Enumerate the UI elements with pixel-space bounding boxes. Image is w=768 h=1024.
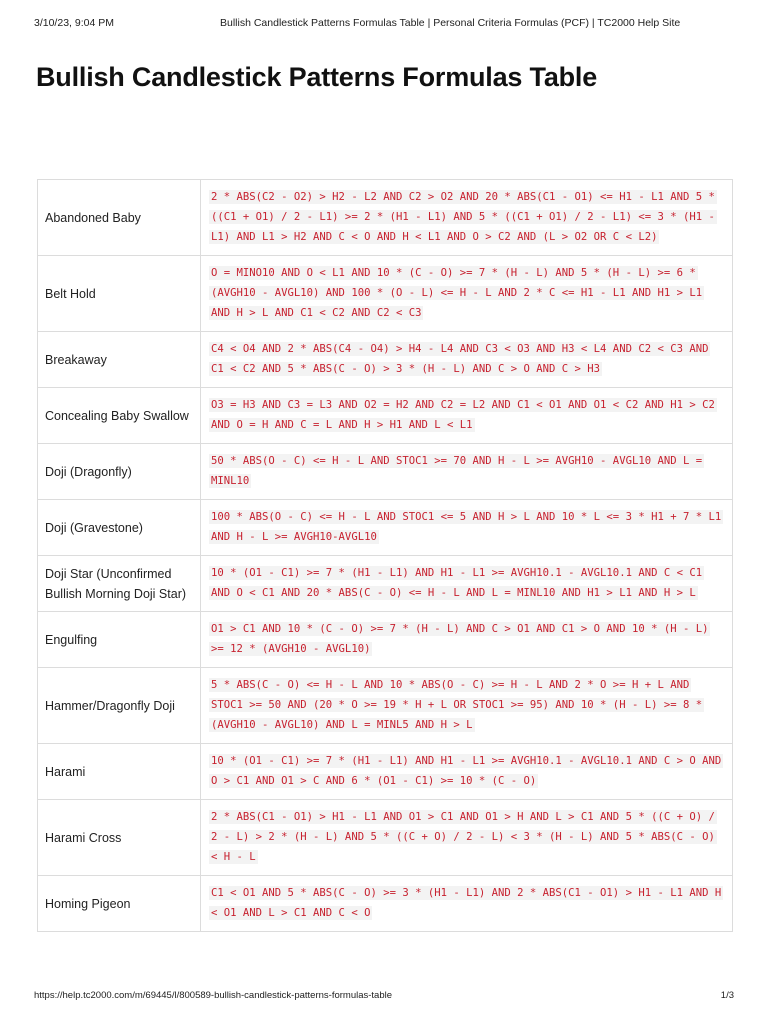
page-number: 1/3	[720, 990, 734, 1001]
pattern-name: Doji (Gravestone)	[38, 500, 201, 556]
table-row	[38, 744, 733, 800]
pattern-formula-cell	[201, 876, 733, 932]
pattern-name: Breakaway	[38, 332, 201, 388]
table-row	[38, 388, 733, 444]
table-row	[38, 500, 733, 556]
print-date: 3/10/23, 9:04 PM	[34, 17, 114, 29]
print-page-title: Bullish Candlestick Patterns Formulas Table | Personal Criteria Formulas (PCF) | TC2000 Help Site	[220, 17, 681, 29]
pattern-formula-cell	[201, 612, 733, 668]
pattern-formula: C4 < O4 AND 2 * ABS(C4 - O4) > H4 - L4 AND C3 < O3 AND H3 < L4 AND C2 < C3 AND C1 < C2 AND 5 * ABS(C - O) > 3 * (H - L) AND C > O AND C > H3	[211, 343, 709, 375]
pattern-formula-cell	[201, 332, 733, 388]
table-row	[38, 444, 733, 500]
formulas-table	[37, 179, 733, 932]
table-row	[38, 556, 733, 612]
pattern-formula: 10 * (O1 - C1) >= 7 * (H1 - L1) AND H1 - L1 >= AVGH10.1 - AVGL10.1 AND C > O AND O > C1 AND O1 > C AND 6 * (O1 - C1) >= 10 * (C - O)	[211, 755, 722, 787]
pattern-formula-cell	[201, 556, 733, 612]
pattern-name: Homing Pigeon	[38, 876, 201, 932]
table-row	[38, 612, 733, 668]
table-row	[38, 800, 733, 876]
pattern-formula: 10 * (O1 - C1) >= 7 * (H1 - L1) AND H1 - L1 >= AVGH10.1 - AVGL10.1 AND C < C1 AND O < C1 AND 20 * ABS(C - O) <= H - L AND L = MINL10 AND H1 > L1 AND H > L	[211, 567, 703, 599]
pattern-name: Harami Cross	[38, 800, 201, 876]
table-row	[38, 332, 733, 388]
pattern-formula-cell	[201, 500, 733, 556]
pattern-name: Concealing Baby Swallow	[38, 388, 201, 444]
table-row	[38, 876, 733, 932]
pattern-formula-cell	[201, 800, 733, 876]
pattern-formula: C1 < O1 AND 5 * ABS(C - O) >= 3 * (H1 - L1) AND 2 * ABS(C1 - O1) > H1 - L1 AND H < O1 AND L > C1 AND C < O	[211, 887, 722, 919]
pattern-formula: 2 * ABS(C2 - O2) > H2 - L2 AND C2 > O2 AND 20 * ABS(C1 - O1) <= H1 - L1 AND 5 * ((C1 + O1) / 2 - L1) >= 2 * (H1 - L1) AND 5 * ((C1 + O1) / 2 - L1) <= 3 * (H1 - L1) AND L1 > H2 AND C < O AND H < L1 AND O > C2 AND (L > O2 OR C < L2)	[211, 191, 715, 243]
pattern-formula-cell	[201, 444, 733, 500]
print-header	[34, 17, 734, 31]
formulas-table-body	[38, 180, 733, 932]
pattern-formula: O3 = H3 AND C3 = L3 AND O2 = H2 AND C2 = L2 AND C1 < O1 AND O1 < C2 AND H1 > C2 AND O = H AND C = L AND H > H1 AND L < L1	[211, 399, 715, 431]
pattern-name: Belt Hold	[38, 256, 201, 332]
table-row	[38, 180, 733, 256]
print-footer	[34, 990, 734, 1004]
pattern-name: Doji Star (Unconfirmed Bullish Morning Doji Star)	[38, 556, 201, 612]
pattern-name: Engulfing	[38, 612, 201, 668]
page-title: Bullish Candlestick Patterns Formulas Table	[36, 62, 598, 92]
pattern-formula: 5 * ABS(C - O) <= H - L AND 10 * ABS(O - C) >= H - L AND 2 * O >= H + L AND STOC1 >= 50 AND (20 * O >= 19 * H + L OR STOC1 >= 95) AND 10 * (H - L) >= 8 * (AVGH10 - AVGL10) AND L = MINL5 AND H > L	[211, 679, 703, 731]
print-url: https://help.tc2000.com/m/69445/l/800589-bullish-candlestick-patterns-formulas-table	[34, 990, 393, 1001]
pattern-name: Abandoned Baby	[38, 180, 201, 256]
pattern-formula-cell	[201, 744, 733, 800]
table-row	[38, 668, 733, 744]
pattern-formula: 50 * ABS(O - C) <= H - L AND STOC1 >= 70 AND H - L >= AVGH10 - AVGL10 AND L = MINL10	[211, 455, 703, 487]
pattern-formula: O = MINO10 AND O < L1 AND 10 * (C - O) >= 7 * (H - L) AND 5 * (H - L) >= 6 * (AVGH10 - AVGL10) AND 100 * (O - L) <= H - L AND 2 * C <= H1 - L1 AND H1 > L1 AND H > L AND C1 < C2 AND C2 < C3	[211, 267, 703, 319]
pattern-formula-cell	[201, 388, 733, 444]
pattern-formula-cell	[201, 180, 733, 256]
pattern-formula: O1 > C1 AND 10 * (C - O) >= 7 * (H - L) AND C > O1 AND C1 > O AND 10 * (H - L) >= 12 * (AVGH10 - AVGL10)	[211, 623, 709, 655]
pattern-name: Harami	[38, 744, 201, 800]
pattern-formula-cell	[201, 256, 733, 332]
pattern-formula: 2 * ABS(C1 - O1) > H1 - L1 AND O1 > C1 AND O1 > H AND L > C1 AND 5 * ((C + O) / 2 - L) > 2 * (H - L) AND 5 * ((C + O) / 2 - L) < 3 * (H - L) AND 5 * ABS(C - O) < H - L	[211, 811, 715, 863]
pattern-name: Hammer/Dragonfly Doji	[38, 668, 201, 744]
table-row	[38, 256, 733, 332]
pattern-name: Doji (Dragonfly)	[38, 444, 201, 500]
pattern-formula-cell	[201, 668, 733, 744]
pattern-formula: 100 * ABS(O - C) <= H - L AND STOC1 <= 5 AND H > L AND 10 * L <= 3 * H1 + 7 * L1 AND H - L >= AVGH10-AVGL10	[211, 511, 722, 543]
